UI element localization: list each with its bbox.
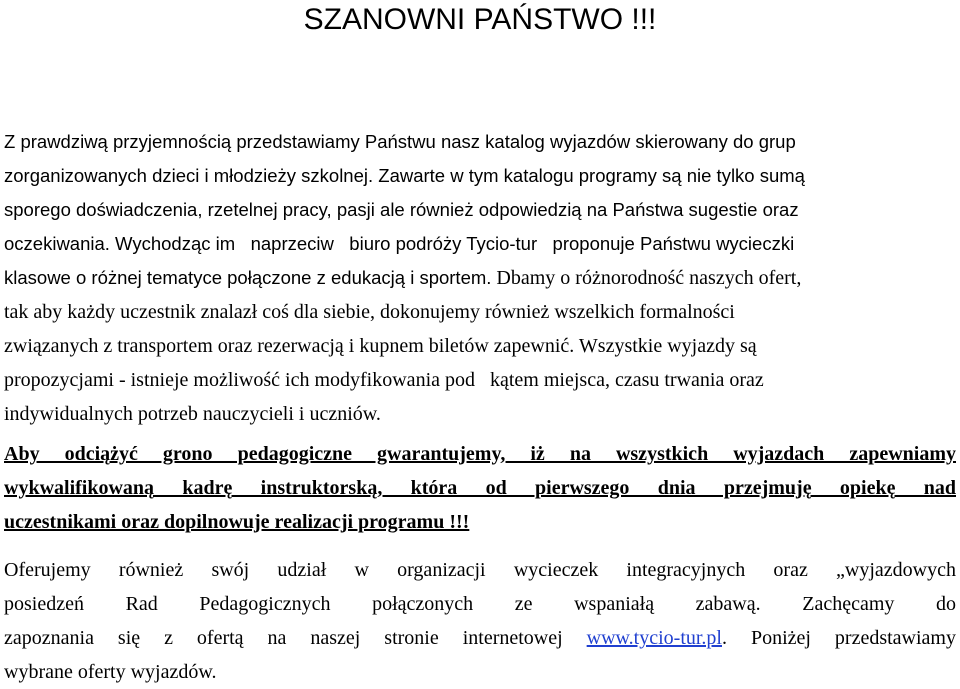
offer-line-2: posiedzeń Rad Pedagogicznych połączonych ze wspaniałą zabawą. Zachęcamy do (4, 593, 956, 615)
intro-line-5a: klasowe o różnej tematyce połączone z edukacją i sportem. (4, 267, 492, 288)
notice-line-2: wykwalifikowaną kadrę instruktorską, która od pierwszego dnia przejmuję opiekę nad (4, 477, 956, 499)
intro-line-9: indywidualnych potrzeb nauczycieli i uczniów. (4, 403, 381, 425)
offer-line-3-after: . Poniżej przedstawiamy (722, 627, 956, 649)
page-title: SZANOWNI PAŃSTWO !!! (303, 3, 657, 36)
notice-line-3: uczestnikami oraz dopilnowuje realizacji programu !!! (4, 511, 470, 533)
intro-line-5b: Dbamy o różnorodność naszych ofert, (491, 267, 802, 289)
offer-line-3 (4, 621, 956, 655)
website-link[interactable]: www.tycio-tur.pl (586, 627, 722, 649)
notice-paragraph (4, 437, 956, 539)
intro-line-7b: Wszystkie wyjazdy są (574, 335, 757, 357)
intro-line-5 (4, 261, 956, 295)
intro-line-7a: związanych z transportem oraz rezerwacją i kupnem biletów zapewnić. (4, 335, 575, 357)
offer-paragraph (4, 553, 956, 689)
intro-line-8: propozycjami - istnieje możliwość ich modyfikowania pod kątem miejsca, czasu trwania oraz (4, 369, 764, 391)
offer-line-1: Oferujemy również swój udział w organizacji wycieczek integracyjnych oraz „wyjazdowych (4, 559, 956, 581)
intro-line-1: Z prawdziwą przyjemnością przedstawiamy Państwu nasz katalog wyjazdów skierowany do grup (4, 131, 796, 152)
intro-line-4: oczekiwania. Wychodząc im naprzeciw biuro podróży Tycio-tur proponuje Państwu wycieczki (4, 233, 795, 254)
offer-line-4: wybrane oferty wyjazdów. (4, 661, 217, 683)
intro-line-7 (4, 329, 956, 363)
intro-line-3: sporego doświadczenia, rzetelnej pracy, pasji ale również odpowiedzią na Państwa sugestie oraz (4, 199, 799, 220)
notice-line-1: Aby odciążyć grono pedagogiczne gwarantujemy, iż na wszystkich wyjazdach zapewniamy (4, 443, 956, 465)
offer-line-3-before: zapoznania się z ofertą na naszej stronie internetowej (4, 627, 587, 649)
intro-paragraph (4, 125, 956, 431)
intro-line-6: tak aby każdy uczestnik znalazł coś dla siebie, dokonujemy również wszelkich formalności (4, 301, 735, 323)
intro-line-2: zorganizowanych dzieci i młodzieży szkolnej. Zawarte w tym katalogu programy są nie tylko sumą (4, 165, 805, 186)
